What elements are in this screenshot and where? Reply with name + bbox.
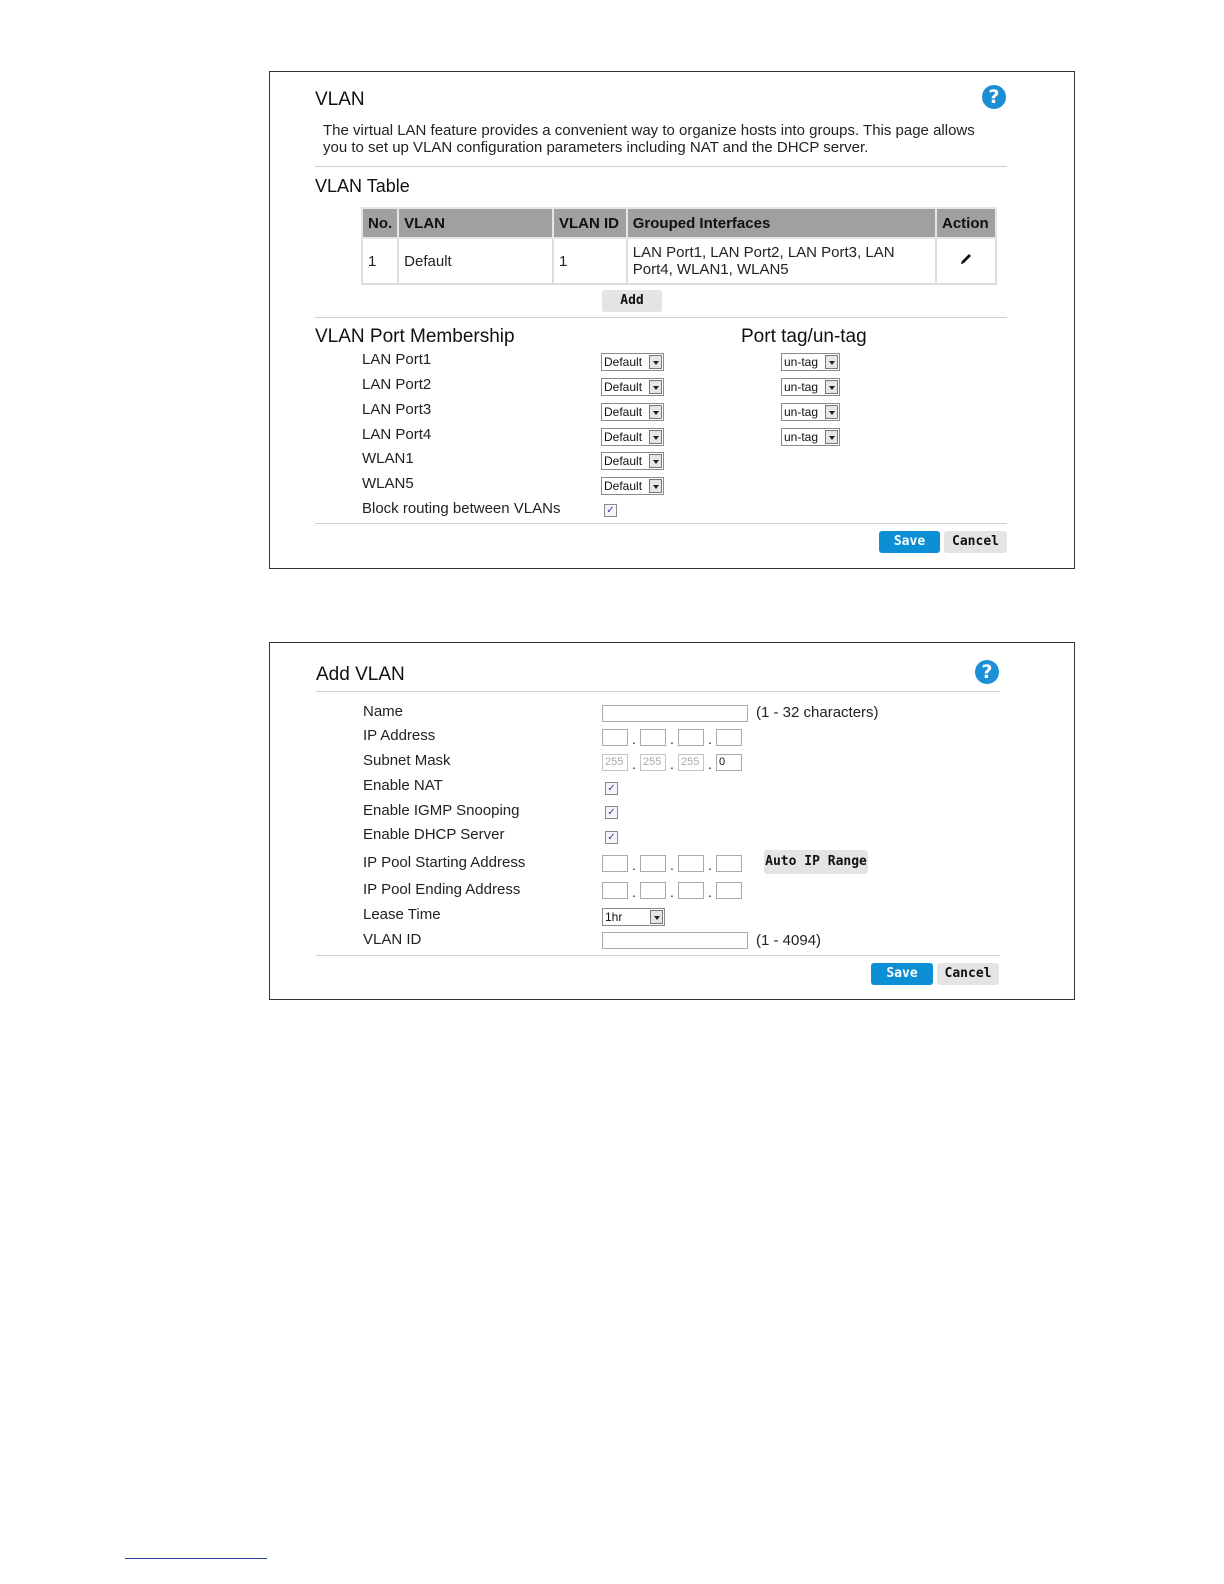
select-value: Default [604,430,643,444]
vlan-description-line1: The virtual LAN feature provides a convenient way to organize hosts into groups. This page allows [323,122,975,139]
dot: . [632,884,636,900]
lease-time-select[interactable] [602,908,665,926]
chevron-down-icon [825,405,838,419]
save-button[interactable]: Save [871,963,933,985]
chevron-down-icon [825,380,838,394]
dot: . [632,731,636,747]
pool-start-octet-1[interactable] [602,855,628,872]
pool-start-label: IP Pool Starting Address [363,854,526,871]
name-hint: (1 - 32 characters) [756,704,879,721]
auto-ip-range-button[interactable]: Auto IP Range [764,850,868,874]
chevron-down-icon [649,479,662,493]
grouped-line2: Port4, WLAN1, WLAN5 [632,261,789,278]
divider [315,523,1007,524]
port-tag-select-lan3[interactable] [781,403,840,421]
col-no: No. [362,208,398,238]
port-vlan-select-wlan1[interactable] [601,452,664,470]
cell-grouped-interfaces [627,238,936,284]
chevron-down-icon [649,355,662,369]
vlan-table-title: VLAN Table [315,176,410,196]
select-value: Default [604,380,643,394]
select-value: un-tag [784,430,819,444]
port-label-lan2: LAN Port2 [362,376,432,393]
dot: . [670,857,674,873]
chevron-down-icon [649,405,662,419]
col-vlan-id: VLAN ID [553,208,627,238]
select-value: Default [604,479,643,493]
divider [316,955,1000,956]
chevron-down-icon [825,355,838,369]
tag-title: Port tag/un-tag [741,326,867,347]
add-vlan-panel [269,642,1075,1000]
chevron-down-icon [649,380,662,394]
port-vlan-select-lan2[interactable] [601,378,664,396]
enable-nat-checkbox[interactable]: ✓ [605,782,618,795]
cancel-button[interactable]: Cancel [937,963,999,985]
name-label: Name [363,703,404,720]
enable-igmp-label: Enable IGMP Snooping [363,802,520,819]
subnet-octet-3[interactable]: 255 [678,754,704,771]
vlan-table [361,207,997,285]
chevron-down-icon [650,910,663,924]
divider [316,691,1000,692]
enable-nat-label: Enable NAT [363,777,443,794]
port-vlan-select-wlan5[interactable] [601,477,664,495]
ip-octet-1[interactable] [602,729,628,746]
subnet-octet-4[interactable]: 0 [716,754,742,771]
select-value: Default [604,405,643,419]
port-label-lan3: LAN Port3 [362,401,432,418]
chevron-down-icon [649,430,662,444]
table-row [362,238,996,284]
pool-start-octet-3[interactable] [678,855,704,872]
select-value: Default [604,355,643,369]
help-icon[interactable]: ? [975,660,999,684]
dot: . [708,731,712,747]
port-tag-select-lan2[interactable] [781,378,840,396]
cell-vlan-id: 1 [553,238,627,284]
dot: . [670,731,674,747]
col-action: Action [936,208,996,238]
save-button[interactable]: Save [879,531,940,553]
pool-end-octet-4[interactable] [716,882,742,899]
subnet-octet-2[interactable]: 255 [640,754,666,771]
cancel-button[interactable]: Cancel [944,531,1007,553]
dot: . [632,857,636,873]
subnet-octet-1[interactable]: 255 [602,754,628,771]
cell-no: 1 [362,238,398,284]
help-icon[interactable]: ? [982,85,1006,109]
port-label-lan4: LAN Port4 [362,426,432,443]
vlan-panel [269,71,1075,569]
select-value: un-tag [784,355,819,369]
dot: . [708,756,712,772]
select-value: un-tag [784,380,819,394]
dot: . [670,884,674,900]
chevron-down-icon [649,454,662,468]
port-vlan-select-lan3[interactable] [601,403,664,421]
dot: . [632,756,636,772]
pencil-icon[interactable] [959,252,973,270]
enable-igmp-checkbox[interactable]: ✓ [605,806,618,819]
divider [315,317,1007,318]
select-value: Default [604,454,643,468]
divider [315,166,1007,167]
enable-dhcp-checkbox[interactable]: ✓ [605,831,618,844]
add-button[interactable]: Add [602,290,662,312]
pool-end-octet-3[interactable] [678,882,704,899]
table-header-row [362,208,996,238]
add-vlan-title: Add VLAN [316,664,405,685]
pool-end-octet-1[interactable] [602,882,628,899]
dot: . [708,857,712,873]
col-vlan: VLAN [398,208,553,238]
port-label-lan1: LAN Port1 [362,351,432,368]
port-vlan-select-lan4[interactable] [601,428,664,446]
cell-vlan: Default [398,238,553,284]
vlan-id-input[interactable] [602,932,748,949]
ip-octet-4[interactable] [716,729,742,746]
select-value: 1hr [605,910,623,924]
select-value: un-tag [784,405,819,419]
pool-start-octet-2[interactable] [640,855,666,872]
subnet-mask-label: Subnet Mask [363,752,451,769]
pool-start-octet-4[interactable] [716,855,742,872]
port-label-wlan1: WLAN1 [362,450,414,467]
pool-end-octet-2[interactable] [640,882,666,899]
col-grouped-interfaces: Grouped Interfaces [627,208,936,238]
name-input[interactable] [602,705,748,722]
pool-end-label: IP Pool Ending Address [363,881,521,898]
grouped-line1: LAN Port1, LAN Port2, LAN Port3, LAN [632,244,895,261]
port-tag-select-lan1[interactable] [781,353,840,371]
block-routing-checkbox[interactable]: ✓ [604,504,617,517]
ip-octet-3[interactable] [678,729,704,746]
vlan-title: VLAN [315,89,365,110]
dot: . [708,884,712,900]
lease-time-label: Lease Time [363,906,441,923]
cell-action [936,238,996,284]
block-routing-label: Block routing between VLANs [362,500,561,517]
vlan-id-label: VLAN ID [363,931,422,948]
vlan-description-line2: you to set up VLAN configuration parameters including NAT and the DHCP server. [323,139,869,156]
ip-address-label: IP Address [363,727,436,744]
ip-octet-2[interactable] [640,729,666,746]
port-vlan-select-lan1[interactable] [601,353,664,371]
dot: . [670,756,674,772]
footnote-divider [125,1558,267,1559]
port-tag-select-lan4[interactable] [781,428,840,446]
membership-title: VLAN Port Membership [315,326,515,347]
port-label-wlan5: WLAN5 [362,475,414,492]
chevron-down-icon [825,430,838,444]
enable-dhcp-label: Enable DHCP Server [363,826,505,843]
vlan-id-hint: (1 - 4094) [756,932,822,949]
